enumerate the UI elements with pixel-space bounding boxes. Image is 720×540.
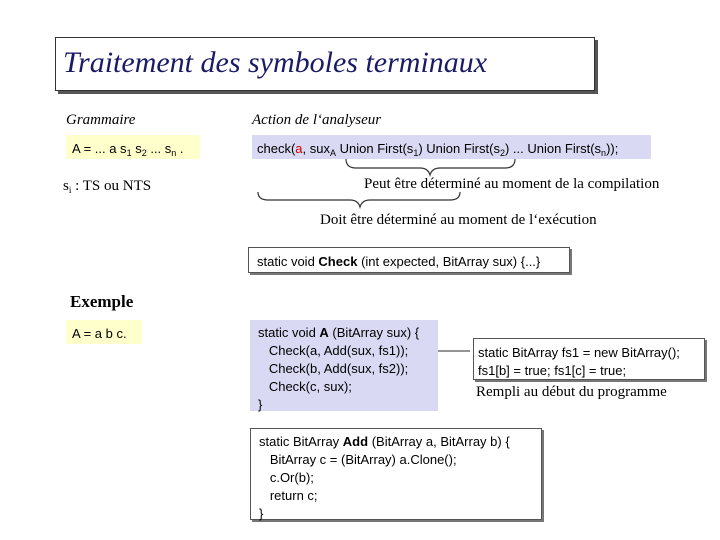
- method-add-line-1: [259, 433, 541, 451]
- fs1-decl-line-1: static BitArray fs1 = new BitArray();: [478, 345, 680, 360]
- check-call-sub: n: [601, 148, 607, 158]
- method-add-line-4: return c;: [259, 488, 318, 503]
- method-a-pre: static void: [258, 325, 320, 340]
- check-call-part: ));: [606, 141, 619, 156]
- example-rule-box: [66, 320, 142, 344]
- method-add-line-5: }: [259, 506, 264, 521]
- check-call-sub: 1: [413, 148, 419, 158]
- grammar-rule-end: .: [176, 141, 184, 156]
- method-add-box: [250, 428, 542, 520]
- check-call-part: Union First(s: [336, 141, 414, 156]
- check-signature-pre: static void: [257, 254, 319, 269]
- si-description: : TS ou NTS: [71, 178, 152, 194]
- method-add-pre: static BitArray: [259, 434, 343, 449]
- check-call-part: ) Union First(s: [418, 141, 500, 156]
- method-a-post: (BitArray sux) {: [328, 325, 420, 340]
- note-compile: Peut être déterminé au moment de la compilation: [364, 176, 660, 192]
- action-header: Action de l‘analyseur: [252, 112, 382, 128]
- check-call-part: , sux: [302, 141, 330, 156]
- fs1-decl-line-2: fs1[b] = true; fs1[c] = true;: [478, 363, 627, 378]
- grammar-rule-start: A = ... a s: [72, 141, 127, 156]
- fs1-decl-box: [473, 338, 705, 380]
- check-call-part: ) ... Union First(s: [504, 141, 602, 156]
- check-call-symbol: a: [295, 141, 303, 156]
- check-call-part: check(: [257, 141, 296, 156]
- si-sub: i: [68, 185, 72, 195]
- method-add-line-2: BitArray c = (BitArray) a.Clone();: [259, 452, 457, 467]
- grammar-sn-sub: n: [171, 148, 177, 158]
- example-rule: A = a b c.: [72, 326, 127, 341]
- method-add-line-3: c.Or(b);: [259, 470, 314, 485]
- method-a-line-3: Check(b, Add(sux, fs2));: [258, 361, 409, 376]
- method-a-line-5: }: [258, 397, 263, 412]
- page-title: Traitement des symboles terminaux: [63, 46, 488, 79]
- method-a-line-1: [258, 324, 438, 342]
- runtime-brace: [258, 192, 460, 207]
- method-a-box: [250, 320, 438, 411]
- grammar-s2-sub: 2: [141, 148, 147, 158]
- note-startup: Rempli au début du programme: [476, 384, 667, 400]
- check-signature-box: [248, 247, 570, 273]
- check-call-sub: 2: [499, 148, 505, 158]
- method-add-post: (BitArray a, BitArray b) {: [368, 434, 510, 449]
- grammar-rule-dots: ... s: [146, 141, 172, 156]
- grammar-header: Grammaire: [66, 112, 136, 128]
- grammar-rule-mid: s: [131, 141, 142, 156]
- method-a-name: A: [319, 325, 329, 340]
- method-add-name: Add: [342, 434, 369, 449]
- si-symbol: s: [63, 178, 69, 194]
- check-signature-name: Check: [318, 254, 358, 269]
- check-call-sub: A: [330, 148, 337, 158]
- note-runtime: Doit être déterminé au moment de l‘exécution: [320, 212, 597, 228]
- method-a-line-2: Check(a, Add(sux, fs1));: [258, 343, 409, 358]
- example-heading: Exemple: [70, 292, 134, 311]
- check-signature-post: (int expected, BitArray sux) {...}: [357, 254, 541, 269]
- method-a-line-4: Check(c, sux);: [258, 379, 352, 394]
- grammar-s1-sub: 1: [126, 148, 132, 158]
- compile-brace: [346, 159, 515, 175]
